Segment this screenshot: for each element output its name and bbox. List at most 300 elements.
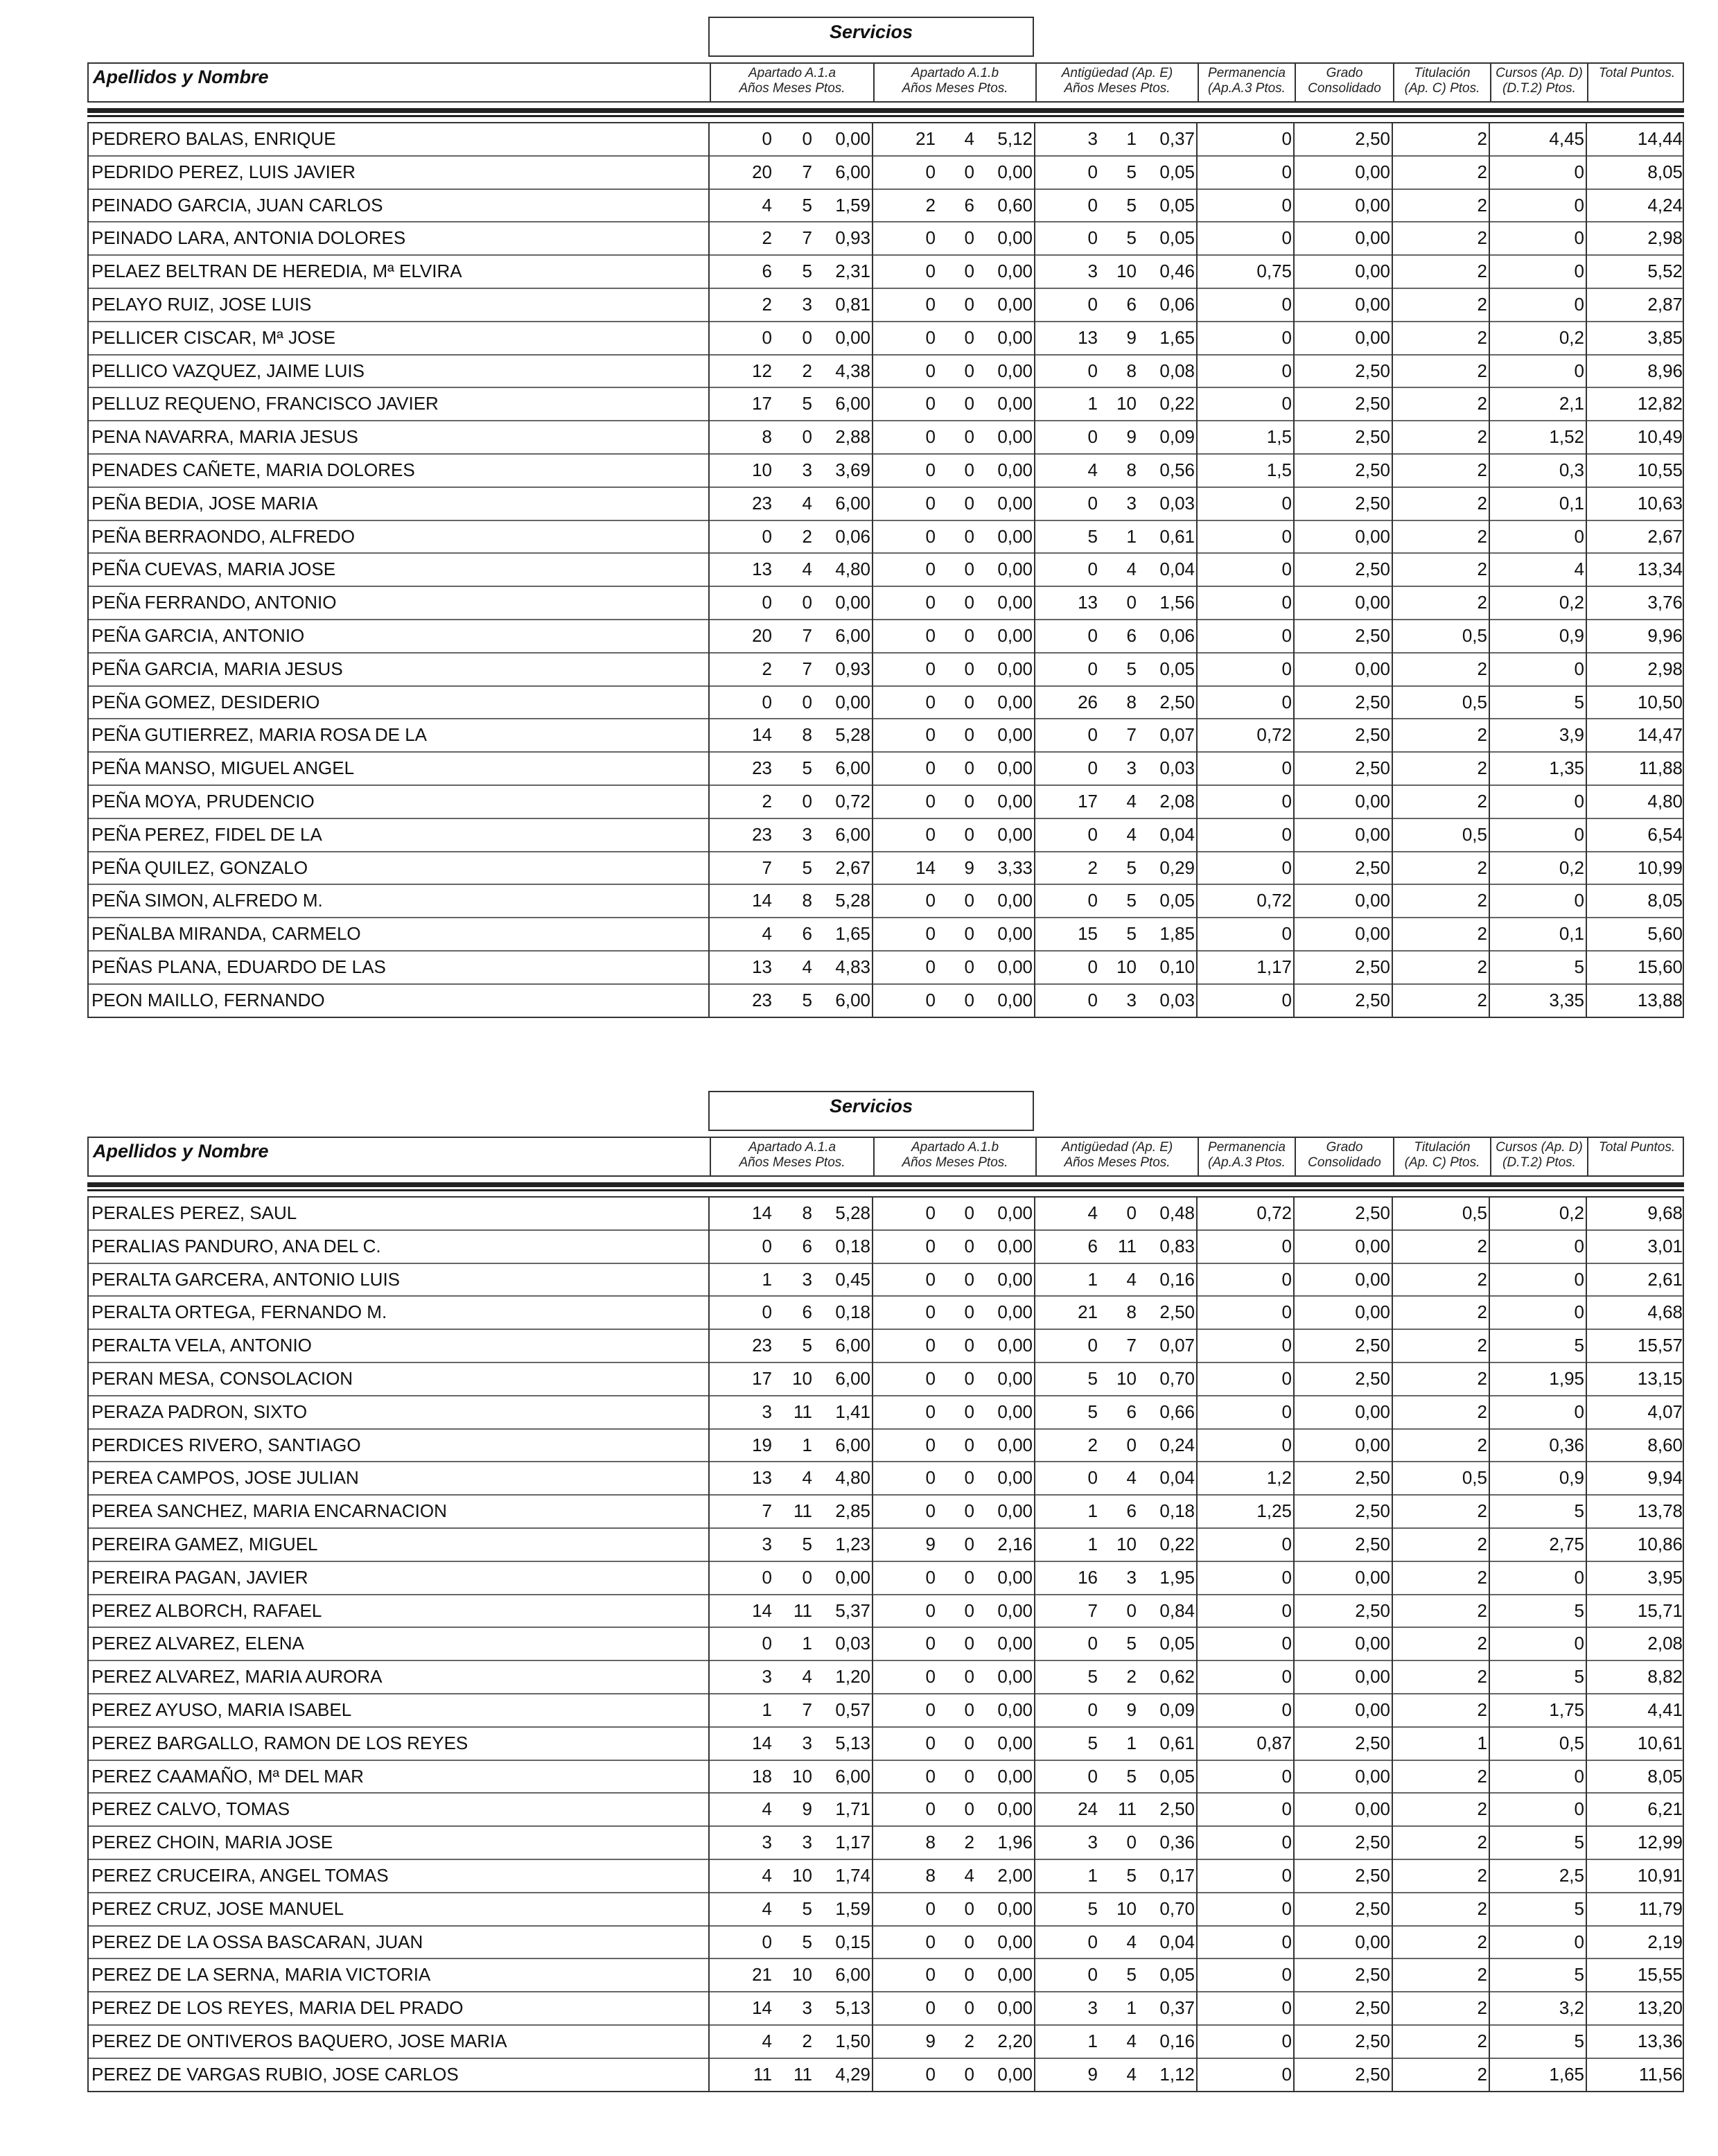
cell-value: 12,99 [1637, 1832, 1683, 1853]
cell-value: 8,05 [1647, 1765, 1683, 1787]
cell-value: 2,08 [1647, 1633, 1683, 1654]
cell-value: 2,50 [1355, 1732, 1390, 1753]
cell-value: 0 [925, 1997, 936, 2019]
cell-value: 0 [1087, 227, 1098, 249]
cell-value: 0,09 [1159, 426, 1195, 448]
cell-value: 0,00 [997, 227, 1033, 249]
cell-value: 0,5 [1462, 1467, 1487, 1489]
cell-value: 10,91 [1637, 1864, 1683, 1886]
cell-value: 0 [1126, 1832, 1137, 1853]
cell-value: 2,00 [997, 1864, 1033, 1886]
cell-value: 0 [1281, 2063, 1292, 2085]
header-col-3 [1035, 1138, 1198, 1175]
employee-name: PEÑA MANSO, MIGUEL ANGEL [91, 757, 355, 779]
table-row [89, 1494, 1683, 1527]
cell-value: 11,56 [1638, 2063, 1683, 2085]
cell-value: 0,00 [1355, 1302, 1390, 1323]
cell-value: 0 [1574, 360, 1584, 381]
cell-value: 0,00 [997, 2063, 1033, 2085]
cell-value: 0,00 [1355, 261, 1390, 282]
employee-name: PEREZ CRUCEIRA, ANGEL TOMAS [91, 1864, 389, 1886]
cell-value: 6 [802, 1235, 812, 1256]
cell-value: 0 [964, 2063, 974, 2085]
cell-value: 6,00 [835, 161, 870, 182]
cell-value: 6,00 [835, 757, 870, 779]
cell-value: 0,00 [997, 261, 1033, 282]
cell-value: 5 [1574, 956, 1584, 977]
cell-value: 6 [1126, 1401, 1137, 1422]
column-header-row [87, 62, 1684, 103]
cell-value: 2,75 [1549, 1533, 1584, 1554]
cell-value: 0 [1281, 559, 1292, 580]
cell-value: 13 [752, 956, 772, 977]
cell-value: 0,9 [1559, 1467, 1584, 1489]
cell-value: 8 [1126, 691, 1137, 712]
cell-value: 0 [1574, 1235, 1584, 1256]
cell-value: 0 [925, 1666, 936, 1688]
cell-value: 11 [794, 1600, 812, 1621]
cell-value: 10 [792, 1765, 812, 1787]
cell-value: 3 [802, 459, 812, 480]
cell-value: 2,31 [835, 261, 870, 282]
cell-value: 2 [1477, 1633, 1487, 1654]
employee-name: PERALTA VELA, ANTONIO [91, 1335, 312, 1356]
cell-value: 7 [802, 658, 812, 679]
employee-name: PEÑA CUEVAS, MARIA JOSE [91, 559, 336, 580]
cell-value: 0 [964, 989, 974, 1010]
cell-value: 2 [1477, 1765, 1487, 1787]
cell-value: 0 [1087, 559, 1098, 580]
cell-value: 0 [925, 823, 936, 845]
cell-value: 0 [964, 757, 974, 779]
cell-value: 0,00 [997, 1401, 1033, 1422]
cell-value: 0,81 [835, 293, 870, 315]
cell-value: 0,00 [835, 592, 870, 613]
cell-value: 4 [964, 128, 974, 149]
cell-value: 1,41 [835, 1401, 870, 1422]
cell-value: 0 [964, 1500, 974, 1522]
cell-value: 0,00 [1355, 1434, 1390, 1455]
cell-value: 6,00 [835, 989, 870, 1010]
cell-value: 11 [1118, 1798, 1137, 1820]
cell-value: 4,45 [1549, 128, 1584, 149]
cell-value: 0,00 [997, 1467, 1033, 1489]
cell-value: 0 [925, 492, 936, 514]
cell-value: 0 [1574, 261, 1584, 282]
table-row [89, 387, 1683, 420]
cell-value: 0,03 [1159, 492, 1195, 514]
cell-value: 8 [925, 1832, 936, 1853]
cell-value: 1,23 [835, 1533, 870, 1554]
cell-value: 2 [1477, 261, 1487, 282]
cell-value: 0,00 [997, 1699, 1033, 1720]
cell-value: 0 [802, 326, 812, 348]
cell-value: 0 [802, 1566, 812, 1588]
cell-value: 6 [802, 1302, 812, 1323]
cell-value: 5 [1574, 1832, 1584, 1853]
cell-value: 2,50 [1355, 857, 1390, 878]
cell-value: 2,20 [997, 2030, 1033, 2051]
cell-value: 2,85 [835, 1500, 870, 1522]
cell-value: 2 [1477, 724, 1487, 746]
table-row [89, 685, 1683, 719]
cell-value: 0 [964, 426, 974, 448]
cell-value: 0 [964, 360, 974, 381]
cell-value: 2,5 [1559, 1864, 1584, 1886]
cell-value: 2 [1477, 1367, 1487, 1389]
cell-value: 0,16 [1159, 2030, 1195, 2051]
cell-value: 0,93 [835, 658, 870, 679]
cell-value: 0 [925, 890, 936, 911]
employee-name: PELAEZ BELTRAN DE HEREDIA, Mª ELVIRA [91, 261, 462, 282]
cell-value: 0 [964, 1732, 974, 1753]
cell-value: 2,50 [1159, 1798, 1195, 1820]
table-row [89, 1859, 1683, 1892]
cell-value: 0,03 [1159, 989, 1195, 1010]
table-row [89, 221, 1683, 254]
cell-value: 5 [1574, 1964, 1584, 1986]
table-row [89, 1760, 1683, 1793]
column-divider [1196, 122, 1198, 1017]
cell-value: 2 [1477, 525, 1487, 547]
cell-value: 2 [1477, 592, 1487, 613]
cell-value: 0,00 [1355, 194, 1390, 216]
cell-value: 6 [1126, 1500, 1137, 1522]
cell-value: 2 [1477, 1832, 1487, 1853]
table-row [89, 751, 1683, 785]
header-col-line1: Antigüedad (Ap. E) [1061, 66, 1173, 80]
header-col-7 [1490, 64, 1587, 101]
cell-value: 0 [1281, 1566, 1292, 1588]
cell-value: 0 [1281, 1600, 1292, 1621]
table-row [89, 1693, 1683, 1726]
employee-name: PERAN MESA, CONSOLACION [91, 1367, 353, 1389]
cell-value: 0 [964, 1335, 974, 1356]
cell-value: 0,00 [997, 1335, 1033, 1356]
cell-value: 1,52 [1549, 426, 1584, 448]
cell-value: 2,50 [1355, 1533, 1390, 1554]
column-divider [1586, 122, 1587, 1017]
cell-value: 8,05 [1647, 890, 1683, 911]
cell-value: 15,55 [1637, 1964, 1683, 1986]
cell-value: 0,06 [835, 525, 870, 547]
cell-value: 0 [1281, 790, 1292, 812]
cell-value: 0 [1281, 624, 1292, 646]
cell-value: 0 [1281, 161, 1292, 182]
cell-value: 1,20 [835, 1666, 870, 1688]
cell-value: 5 [1126, 1864, 1137, 1886]
cell-value: 0 [1126, 592, 1137, 613]
header-rule [87, 1182, 1684, 1187]
cell-value: 0,00 [997, 989, 1033, 1010]
cell-value: 4 [762, 194, 772, 216]
header-col-line2: Consolidado [1308, 81, 1381, 96]
cell-value: 15,60 [1637, 956, 1683, 977]
cell-value: 2,50 [1355, 1500, 1390, 1522]
cell-value: 1 [1126, 525, 1137, 547]
cell-value: 14 [915, 857, 936, 878]
employee-name: PEÑA GUTIERREZ, MARIA ROSA DE LA [91, 724, 428, 746]
cell-value: 2,87 [1647, 293, 1683, 315]
cell-value: 0 [1281, 1235, 1292, 1256]
cell-value: 2 [1477, 1434, 1487, 1455]
header-col-line2: (Ap. C) Ptos. [1404, 81, 1480, 96]
cell-value: 0,00 [1355, 525, 1390, 547]
cell-value: 8 [1126, 459, 1137, 480]
employee-name: PEREA CAMPOS, JOSE JULIAN [91, 1467, 359, 1489]
employee-name: PEREZ CRUZ, JOSE MANUEL [91, 1898, 344, 1919]
cell-value: 4,68 [1647, 1302, 1683, 1323]
cell-value: 0,00 [997, 1633, 1033, 1654]
cell-value: 5 [802, 1931, 812, 1952]
table-row [89, 1527, 1683, 1561]
cell-value: 6 [1126, 624, 1137, 646]
cell-value: 2 [1477, 360, 1487, 381]
cell-value: 5 [1087, 1732, 1098, 1753]
cell-value: 3,9 [1559, 724, 1584, 746]
cell-value: 0 [964, 525, 974, 547]
cell-value: 0 [925, 923, 936, 945]
cell-value: 4 [802, 1666, 812, 1688]
employee-name: PEDRIDO PEREZ, LUIS JAVIER [91, 161, 356, 182]
cell-value: 5 [1574, 1500, 1584, 1522]
cell-value: 0 [964, 459, 974, 480]
cell-value: 0,00 [997, 790, 1033, 812]
cell-value: 0 [1087, 1931, 1098, 1952]
cell-value: 4 [762, 1898, 772, 1919]
cell-value: 2,50 [1355, 724, 1390, 746]
cell-value: 0 [964, 1765, 974, 1787]
cell-value: 0 [925, 1798, 936, 1820]
cell-value: 2,19 [1647, 1931, 1683, 1952]
cell-value: 11 [753, 2063, 772, 2085]
cell-value: 0 [964, 1997, 974, 2019]
cell-value: 0 [1281, 823, 1292, 845]
employee-name: PEINADO LARA, ANTONIA DOLORES [91, 227, 406, 249]
cell-value: 0 [1281, 293, 1292, 315]
cell-value: 2,50 [1355, 1335, 1390, 1356]
employee-name: PEREZ ALVAREZ, ELENA [91, 1633, 304, 1654]
cell-value: 4 [802, 492, 812, 514]
cell-value: 0 [802, 128, 812, 149]
employee-name: PERALTA GARCERA, ANTONIO LUIS [91, 1268, 401, 1290]
cell-value: 6 [1126, 293, 1137, 315]
cell-value: 17 [1078, 790, 1098, 812]
cell-value: 0 [964, 1798, 974, 1820]
cell-value: 0 [925, 658, 936, 679]
cell-value: 0 [925, 1964, 936, 1986]
cell-value: 0 [1087, 1699, 1098, 1720]
cell-value: 20 [752, 624, 772, 646]
cell-value: 0 [802, 426, 812, 448]
cell-value: 2 [1477, 1302, 1487, 1323]
cell-value: 5 [1087, 1401, 1098, 1422]
employee-name: PEREZ DE ONTIVEROS BAQUERO, JOSE MARIA [91, 2030, 507, 2051]
cell-value: 10 [752, 459, 772, 480]
header-col-line2: Años Meses Ptos. [1064, 1155, 1171, 1170]
cell-value: 0 [762, 1235, 772, 1256]
employee-name: PEÑA MOYA, PRUDENCIO [91, 790, 315, 812]
cell-value: 0 [925, 956, 936, 977]
cell-value: 1 [1087, 393, 1098, 414]
cell-value: 0,00 [1355, 227, 1390, 249]
cell-value: 0,00 [997, 890, 1033, 911]
cell-value: 2,50 [1355, 956, 1390, 977]
employee-name: PERALTA ORTEGA, FERNANDO M. [91, 1302, 387, 1323]
cell-value: 9,68 [1647, 1202, 1683, 1223]
cell-value: 0,07 [1159, 724, 1195, 746]
cell-value: 4,80 [1647, 790, 1683, 812]
cell-value: 1 [1087, 1500, 1098, 1522]
cell-value: 0,70 [1159, 1367, 1195, 1389]
cell-value: 0 [925, 1699, 936, 1720]
cell-value: 1,50 [835, 2030, 870, 2051]
cell-value: 0,00 [1355, 1235, 1390, 1256]
cell-value: 0,00 [997, 923, 1033, 945]
cell-value: 4 [802, 956, 812, 977]
cell-value: 6,00 [835, 624, 870, 646]
cell-value: 4,29 [835, 2063, 870, 2085]
cell-value: 4 [1126, 1931, 1137, 1952]
cell-value: 0 [1574, 1633, 1584, 1654]
cell-value: 10,50 [1637, 691, 1683, 712]
cell-value: 0 [925, 1335, 936, 1356]
cell-value: 11,88 [1638, 757, 1683, 779]
cell-value: 0 [964, 1268, 974, 1290]
cell-value: 3 [762, 1666, 772, 1688]
cell-value: 2,50 [1355, 459, 1390, 480]
cell-value: 1 [802, 1434, 812, 1455]
employee-name: PELLICER CISCAR, Mª JOSE [91, 326, 336, 348]
cell-value: 5 [1126, 161, 1137, 182]
cell-value: 7 [802, 227, 812, 249]
cell-value: 5,13 [835, 1997, 870, 2019]
cell-value: 5,52 [1647, 261, 1683, 282]
cell-value: 0,5 [1462, 691, 1487, 712]
cell-value: 3 [762, 1533, 772, 1554]
cell-value: 0 [964, 227, 974, 249]
cell-value: 6 [802, 923, 812, 945]
cell-value: 0,00 [997, 624, 1033, 646]
cell-value: 5 [802, 1898, 812, 1919]
cell-value: 15 [1078, 923, 1098, 945]
cell-value: 0,00 [997, 1434, 1033, 1455]
cell-value: 0 [1087, 360, 1098, 381]
cell-value: 0,00 [1355, 823, 1390, 845]
cell-value: 0 [925, 989, 936, 1010]
cell-value: 5 [802, 857, 812, 878]
cell-value: 2,50 [1355, 1997, 1390, 2019]
cell-value: 0 [1281, 128, 1292, 149]
cell-value: 9 [1126, 1699, 1137, 1720]
cell-value: 2,88 [835, 426, 870, 448]
employee-name: PEDRERO BALAS, ENRIQUE [91, 128, 336, 149]
header-col-line1: Titulación [1414, 1140, 1471, 1155]
cell-value: 0 [964, 1467, 974, 1489]
table-row [89, 950, 1683, 983]
cell-value: 4,07 [1647, 1401, 1683, 1422]
cell-value: 8,60 [1647, 1434, 1683, 1455]
cell-value: 0,2 [1559, 1202, 1584, 1223]
cell-value: 0 [1281, 1302, 1292, 1323]
cell-value: 0,57 [835, 1699, 870, 1720]
cell-value: 0 [964, 1202, 974, 1223]
cell-value: 2,50 [1355, 1202, 1390, 1223]
cell-value: 0 [1574, 525, 1584, 547]
header-col-line2: (D.T.2) Ptos. [1502, 1155, 1576, 1170]
cell-value: 2 [1477, 757, 1487, 779]
cell-value: 0 [964, 1699, 974, 1720]
cell-value: 2,98 [1647, 227, 1683, 249]
cell-value: 5 [802, 194, 812, 216]
cell-value: 2 [1477, 956, 1487, 977]
cell-value: 0 [1574, 1268, 1584, 1290]
cell-value: 0 [1574, 161, 1584, 182]
cell-value: 9 [1126, 326, 1137, 348]
cell-value: 0,00 [997, 1268, 1033, 1290]
cell-value: 0 [925, 393, 936, 414]
cell-value: 5,28 [835, 724, 870, 746]
cell-value: 21 [752, 1964, 772, 1986]
cell-value: 0 [925, 1367, 936, 1389]
cell-value: 2 [1477, 2063, 1487, 2085]
cell-value: 0,06 [1159, 624, 1195, 646]
column-divider [1489, 1196, 1490, 2091]
cell-value: 1,96 [997, 1832, 1033, 1853]
header-col-1 [710, 64, 873, 101]
cell-value: 0,00 [997, 691, 1033, 712]
cell-value: 1,5 [1266, 459, 1292, 480]
cell-value: 23 [752, 823, 772, 845]
cell-value: 2 [1477, 890, 1487, 911]
cell-value: 6,00 [835, 393, 870, 414]
cell-value: 8,82 [1647, 1666, 1683, 1688]
table-row [89, 1925, 1683, 1958]
cell-value: 0 [1281, 1997, 1292, 2019]
cell-value: 0 [762, 592, 772, 613]
cell-value: 0,06 [1159, 293, 1195, 315]
cell-value: 13,20 [1637, 1997, 1683, 2019]
cell-value: 0 [964, 1401, 974, 1422]
table-row [89, 1196, 1683, 1229]
table-row [89, 1362, 1683, 1395]
cell-value: 1 [1477, 1732, 1487, 1753]
cell-value: 9 [925, 2030, 936, 2051]
cell-value: 0 [964, 691, 974, 712]
cell-value: 0,00 [997, 293, 1033, 315]
cell-value: 0 [925, 1202, 936, 1223]
cell-value: 2,50 [1355, 1898, 1390, 1919]
cell-value: 10 [792, 1864, 812, 1886]
cell-value: 8,05 [1647, 161, 1683, 182]
table-row [89, 1428, 1683, 1462]
cell-value: 0,00 [997, 459, 1033, 480]
cell-value: 0,2 [1559, 326, 1584, 348]
cell-value: 2,50 [1355, 1964, 1390, 1986]
cell-value: 5,28 [835, 890, 870, 911]
cell-value: 6,00 [835, 1434, 870, 1455]
cell-value: 6,54 [1647, 823, 1683, 845]
header-col-line1: Cursos (Ap. D) [1496, 66, 1583, 80]
table-row [89, 2024, 1683, 2058]
cell-value: 3 [762, 1832, 772, 1853]
cell-value: 0,00 [997, 1302, 1033, 1323]
cell-value: 8 [1126, 1302, 1137, 1323]
cell-value: 2 [1477, 790, 1487, 812]
cell-value: 0,05 [1159, 194, 1195, 216]
cell-value: 10,86 [1637, 1533, 1683, 1554]
cell-value: 8 [925, 1864, 936, 1886]
